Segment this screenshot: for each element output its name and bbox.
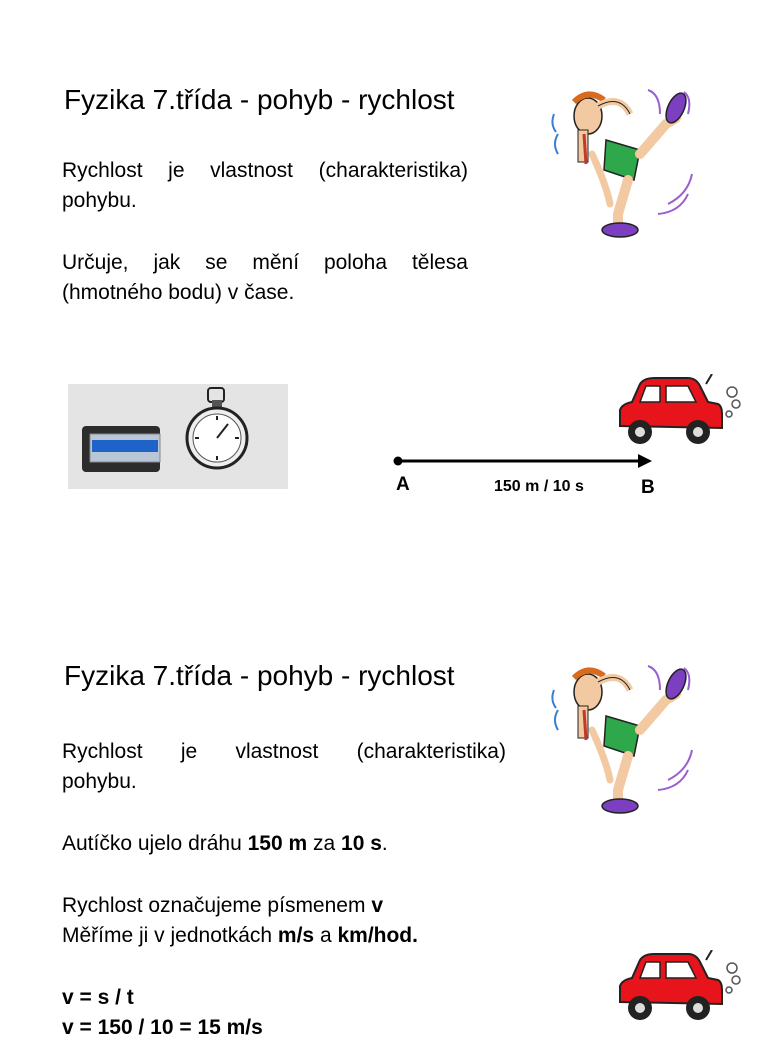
word: (charakteristika) (318, 159, 469, 182)
point-a-label: A (396, 474, 410, 495)
slide-2-paragraph-1-line-2: pohybu. (62, 770, 137, 793)
word: Rychlost (62, 159, 143, 182)
slide-1-paragraph-1-line-1 (62, 156, 468, 186)
word: je (168, 159, 185, 182)
word: je (180, 740, 198, 763)
usb-stopwatch-photo (68, 384, 288, 489)
distance-arrow (390, 452, 656, 470)
word: Určuje, (62, 251, 129, 274)
word: jak (153, 251, 181, 274)
word: vlastnost (235, 740, 319, 763)
red-car-icon (610, 950, 745, 1024)
point-b-label: B (641, 477, 655, 498)
red-car-icon (610, 374, 745, 448)
runner-icon (548, 660, 698, 820)
word: se (205, 251, 228, 274)
slide-1-paragraph-2-line-2: (hmotného bodu) v čase. (62, 281, 295, 304)
runner-icon (548, 84, 698, 244)
word: poloha (323, 251, 388, 274)
slide-2-paragraph-3: Rychlost označujeme písmenem v (62, 894, 383, 917)
slide-1-paragraph-1-line-2: pohybu. (62, 189, 137, 212)
stopwatch-icon (184, 386, 250, 476)
word: tělesa (411, 251, 468, 274)
slide-1-title: Fyzika 7.třída - pohyb - rychlost (64, 84, 455, 115)
word: (charakteristika) (356, 740, 506, 763)
word: vlastnost (210, 159, 294, 182)
speed-calculation: v = 150 / 10 = 15 m/s (62, 1016, 263, 1039)
slide-2-title: Fyzika 7.třída - pohyb - rychlost (64, 660, 455, 691)
usb-plug-icon (80, 424, 162, 474)
slide-2-paragraph-4: Měříme ji v jednotkách m/s a km/hod. (62, 924, 418, 947)
speed-formula: v = s / t (62, 986, 134, 1009)
distance-label: 150 m / 10 s (494, 478, 584, 495)
slide-2-paragraph-1-line-1 (62, 737, 506, 767)
slide-2-paragraph-2: Autíčko ujelo dráhu 150 m za 10 s. (62, 832, 388, 855)
word: mění (252, 251, 300, 274)
slide-1-paragraph-2-line-1 (62, 248, 468, 278)
word: Rychlost (62, 740, 143, 763)
